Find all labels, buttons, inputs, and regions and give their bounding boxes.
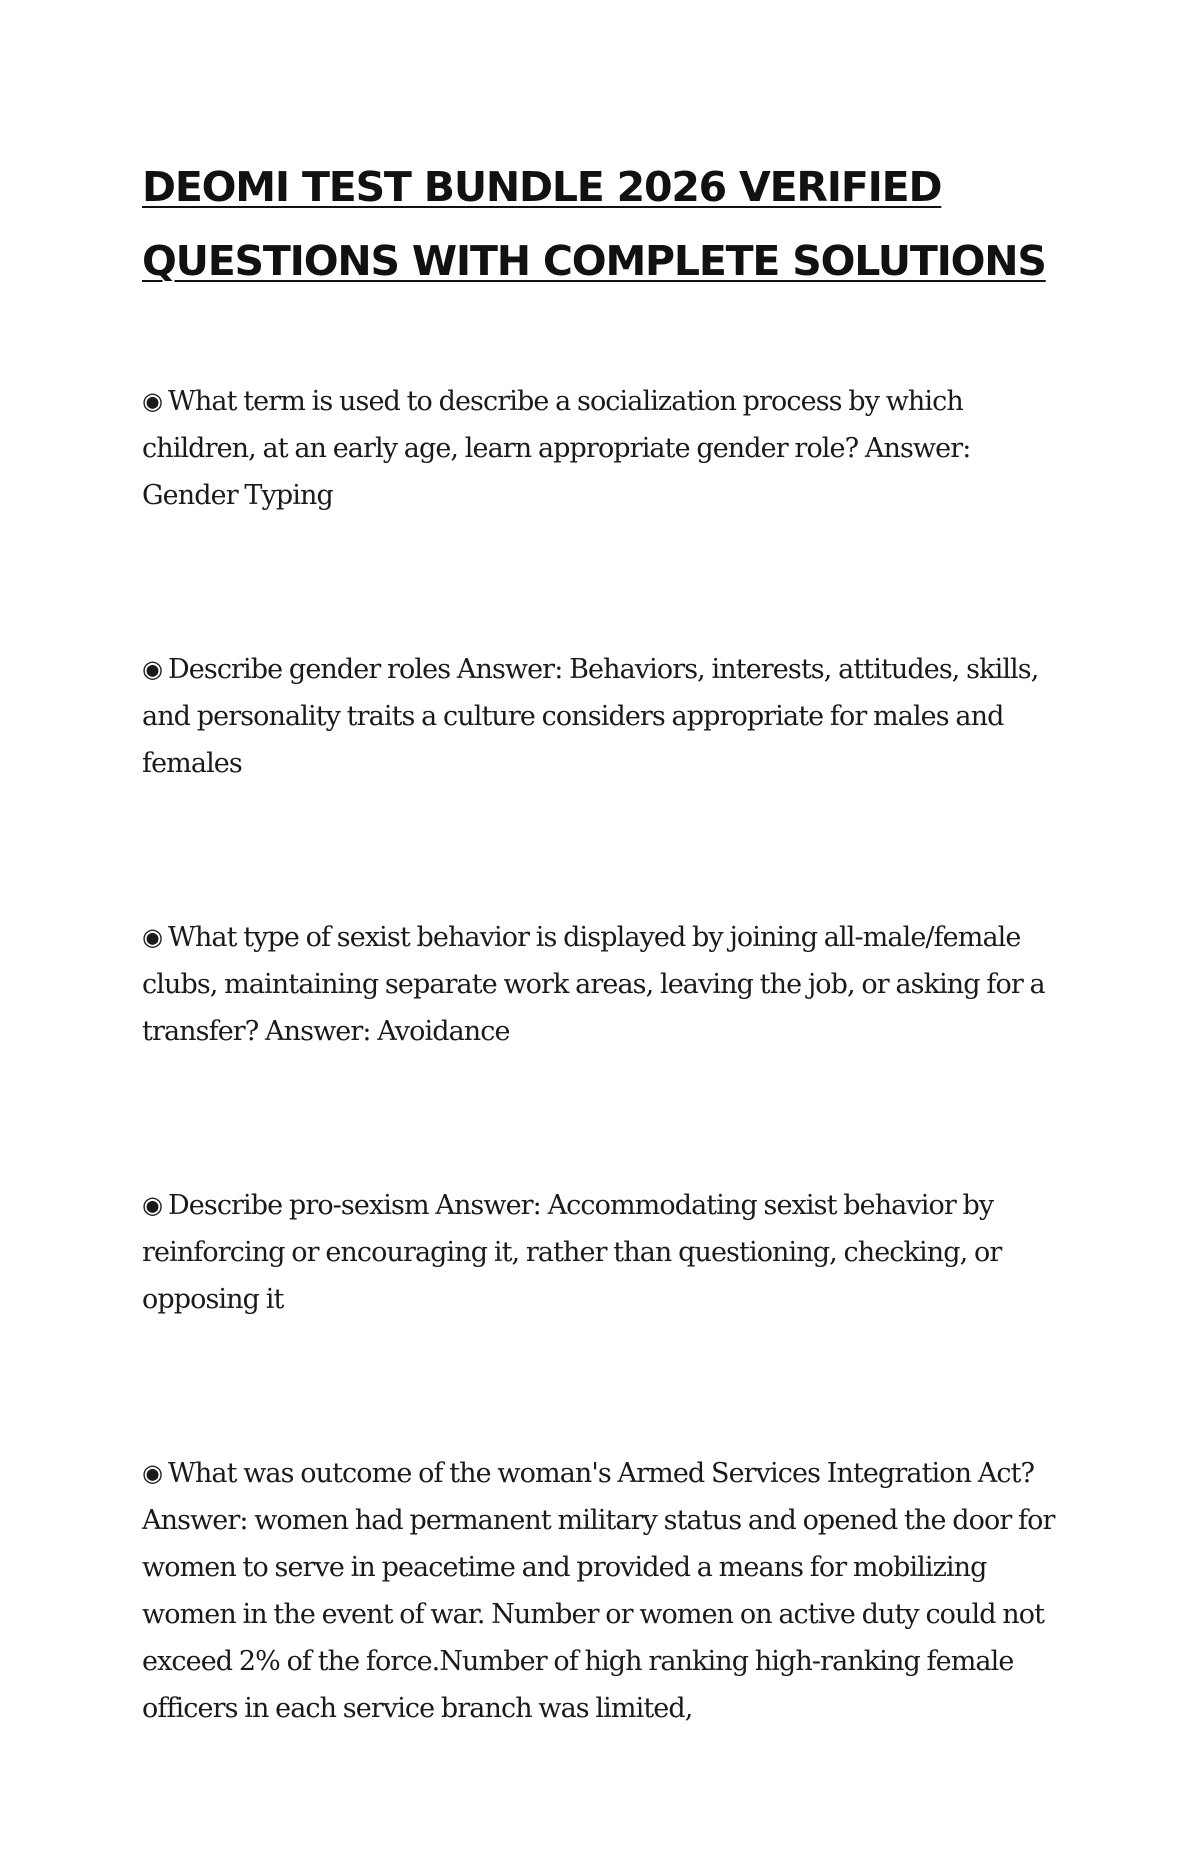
question-item [142, 1450, 1072, 1732]
question-text: Describe gender roles Answer: Behaviors, interests, attitudes, skills, and personality traits a culture considers appropriate for males and females [142, 654, 1039, 779]
question-item [142, 646, 1072, 787]
radio-bullet-icon: ◉ [142, 1191, 163, 1219]
radio-bullet-icon: ◉ [142, 655, 163, 683]
title-line-2: QUESTIONS WITH COMPLETE SOLUTIONS [142, 237, 1046, 285]
question-item [142, 1182, 1072, 1323]
question-list [142, 378, 1072, 1859]
page-title [142, 150, 1062, 298]
question-text: What term is used to describe a socialization process by which children, at an early age, learn appropriate gender role? Answer: Gender Typing [142, 386, 971, 511]
radio-bullet-icon: ◉ [142, 923, 163, 951]
radio-bullet-icon: ◉ [142, 1459, 163, 1487]
title-line-1: DEOMI TEST BUNDLE 2026 VERIFIED [142, 163, 942, 211]
question-text: Describe pro-sexism Answer: Accommodating sexist behavior by reinforcing or encouraging it, rather than questioning, checking, or opposing it [142, 1190, 1002, 1315]
question-item [142, 378, 1072, 519]
question-item [142, 914, 1072, 1055]
question-text: What type of sexist behavior is displayed by joining all-male/female clubs, maintaining separate work areas, leaving the job, or asking for a transfer? Answer: Avoidance [142, 922, 1045, 1047]
radio-bullet-icon: ◉ [142, 387, 163, 415]
question-text: What was outcome of the woman's Armed Services Integration Act? Answer: women had permanent military status and opened the door for women to serve in peacetime and provided a means for mobilizing women in the event of war. Number or women on active duty could not exceed 2% of the force.Number of high ranking high-ranking female officers in each service branch was limited, [142, 1458, 1055, 1724]
